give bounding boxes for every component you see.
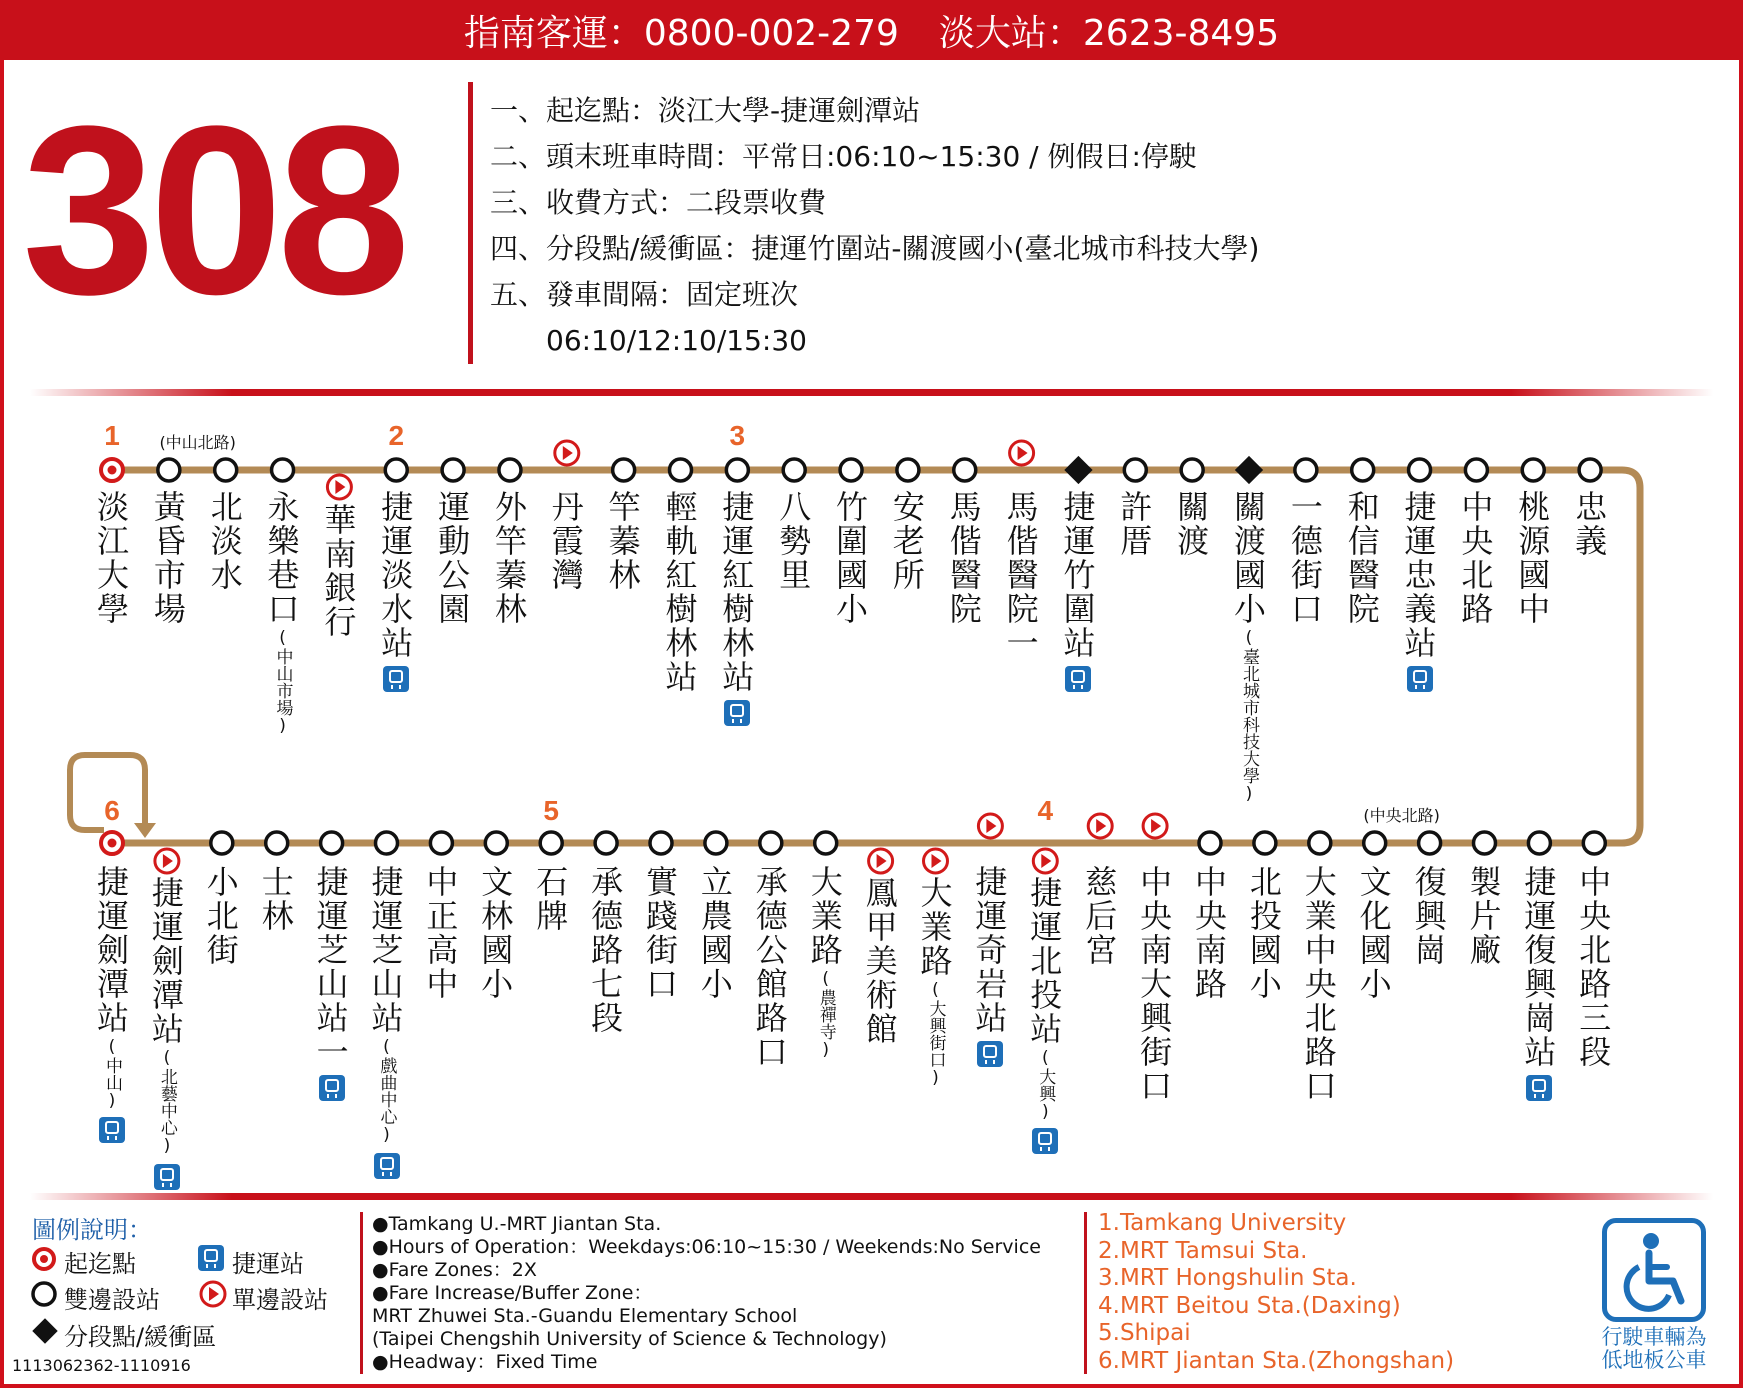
stop-name: 捷運芝山站: [366, 865, 405, 1035]
accessibility-label: 行駛車輛為低地板公車: [1601, 1325, 1707, 1372]
stop-name: 中央北路三段: [1574, 865, 1613, 1069]
stop-name: 北淡水: [205, 490, 244, 592]
stop-subtitle: (北藝中心): [156, 1048, 177, 1156]
legend-terminal: 起迄點: [64, 1250, 136, 1278]
stop-subtitle: (戲曲中心): [376, 1037, 397, 1145]
info-line-times: 06:10/12:10/15:30: [490, 324, 807, 357]
info-line-headway: 五、發車間隔：固定班次: [490, 278, 799, 311]
en-info-line: ●Tamkang U.-MRT Jiantan Sta.: [372, 1213, 662, 1235]
stop-note: (中央北路): [1363, 806, 1440, 825]
stop-name: 忠義: [1570, 490, 1609, 558]
legend-separator: [360, 1212, 363, 1374]
stop-name: 慈后宮: [1080, 865, 1119, 967]
stop-name: 竿蓁林: [603, 490, 642, 592]
stop-name: 關渡: [1172, 490, 1211, 558]
stop-subtitle: (大興街口): [925, 980, 946, 1088]
stop-name: 華南銀行: [319, 503, 358, 639]
stop-name: 實踐街口: [641, 865, 679, 1001]
en-stop: 5.Shipai: [1098, 1320, 1191, 1346]
stop-name: 立農國小: [695, 865, 734, 1001]
station-phone: 淡大站：2623-8495: [938, 12, 1280, 54]
stop-name: 馬偕醫院: [944, 490, 983, 626]
en-stop: 1.Tamkang University: [1098, 1210, 1347, 1236]
wheelchair-icon: [1602, 1218, 1706, 1322]
stop-sequence-number: 3: [729, 420, 746, 451]
stop-subtitle: (臺北城市科技大學): [1239, 628, 1259, 804]
route-number: 308: [22, 76, 405, 344]
stop-name: 文林國小: [476, 865, 515, 1001]
en-info-line: ●Headway：Fixed Time: [372, 1351, 598, 1373]
stop-name: 小北街: [201, 865, 240, 967]
stop-name: 捷運奇岩站: [970, 865, 1009, 1035]
english-stops: [1098, 1210, 1454, 1375]
stop-subtitle: (大興): [1035, 1048, 1056, 1122]
stop-name: 北投國小: [1244, 865, 1283, 1001]
stop-name: 捷運劍潭站: [92, 865, 130, 1035]
stop-subtitle: (中山): [102, 1037, 122, 1111]
info-line-hours: 二、頭末班車時間：平常日:06:10~15:30 / 例假日:停駛: [490, 140, 1197, 173]
stop-sequence-number: 4: [1037, 795, 1054, 826]
stop-name: 和信醫院: [1342, 490, 1381, 626]
legend-mrt: 捷運站: [232, 1250, 304, 1278]
en-info-line: ●Fare Zones：2X: [372, 1259, 537, 1281]
stop-name: 承德公館路口: [750, 865, 789, 1069]
stop-note: (中山北路): [159, 433, 236, 452]
en-stop: 2.MRT Tamsui Sta.: [1098, 1237, 1308, 1264]
stop-sequence-number: 2: [388, 420, 405, 451]
operator-phone: 指南客運：0800-002-279: [463, 12, 899, 54]
stop-name: 黃昏市場: [148, 490, 187, 626]
stop-name: 捷運芝山站一: [311, 865, 350, 1069]
stop-name: 製片廠: [1464, 865, 1503, 967]
legend-title: 圖例說明：: [32, 1216, 152, 1244]
document-id: 1113062362-1110916: [12, 1356, 191, 1375]
stop-name: 許厝: [1115, 490, 1154, 558]
stop-name: 中央南路: [1190, 865, 1228, 1001]
stop-name: 外竿蓁林: [489, 490, 528, 626]
stop-name: 捷運復興崗站: [1519, 865, 1558, 1069]
stop-sequence-number: 6: [104, 795, 120, 826]
stop-name: 桃源國中: [1513, 490, 1552, 626]
stop-name: 捷運淡水站: [376, 490, 415, 660]
en-stop: 3.MRT Hongshulin Sta.: [1098, 1265, 1357, 1291]
stop-name: 中央北路: [1456, 490, 1495, 626]
stop-name: 中正高中: [421, 865, 460, 1001]
stop-sequence-number: 1: [104, 420, 120, 451]
en-stop: 6.MRT Jiantan Sta.(Zhongshan): [1098, 1347, 1455, 1374]
fare-point-icon: [32, 1318, 57, 1343]
info-line-fare: 三、收費方式：二段票收費: [490, 186, 827, 219]
stop-name: 永樂巷口: [262, 490, 301, 626]
legend-both: 雙邊設站: [64, 1286, 160, 1314]
stop-name: 捷運竹圍站: [1058, 490, 1097, 660]
stop-name: 捷運北投站: [1025, 876, 1064, 1046]
en-info-line: ●Fare Increase/Buffer Zone：: [372, 1282, 653, 1304]
stop-name: 輕軌紅樹林站: [660, 490, 699, 694]
stop-name: 大業中央北路口: [1299, 865, 1338, 1103]
stop-name: 八勢里: [774, 490, 813, 592]
stop-name: 捷運紅樹林站: [717, 490, 756, 694]
stop-name: 大業路: [915, 876, 954, 978]
stop-sequence-number: 5: [543, 795, 559, 826]
en-stop: 4.MRT Beitou Sta.(Daxing): [1098, 1292, 1401, 1319]
stop-name: 捷運忠義站: [1399, 490, 1438, 660]
english-separator: [1084, 1212, 1087, 1374]
stop-name: 石牌: [531, 865, 570, 933]
stop-name: 復興崗: [1409, 865, 1448, 967]
info-line-zone: 四、分段點/緩衝區：捷運竹圍站-關渡國小(臺北城市科技大學): [490, 232, 1260, 265]
stop-subtitle: (中山市場): [272, 628, 293, 736]
en-info-line: (Taipei Chengshih University of Science & Technology): [372, 1328, 887, 1350]
stop-name: 淡江大學: [92, 490, 130, 626]
stop-name: 承德路七段: [586, 865, 625, 1035]
stop-name: 文化國小: [1354, 865, 1393, 1001]
mrt-icon: [198, 1245, 224, 1271]
stop-name: 運動公園: [433, 490, 472, 626]
stop-name: 大業路: [805, 865, 844, 967]
info-line-endpoints: 一、起迄點：淡江大學-捷運劍潭站: [490, 94, 921, 127]
stop-name: 鳳甲美術館: [860, 876, 899, 1046]
stop-name: 竹圍國小: [831, 490, 870, 626]
stop-name: 丹霞灣: [546, 490, 585, 592]
terminal-icon-dot: [40, 1255, 48, 1263]
legend-fare: 分段點/緩衝區: [64, 1323, 217, 1351]
stop-name: 關渡國小: [1229, 490, 1267, 626]
stop-name: 安老所: [887, 490, 926, 592]
stop-name: 中央南大興街口: [1135, 865, 1174, 1103]
stop-name: 捷運劍潭站: [146, 876, 185, 1046]
stop-subtitle: (農禪寺): [815, 969, 836, 1060]
legend-single: 單邊設站: [232, 1286, 328, 1314]
both-side-icon: [33, 1283, 55, 1305]
stop-name: 一德街口: [1285, 490, 1324, 626]
en-info-line: ●Hours of Operation：Weekdays:06:10~15:30 / Weekends:No Service: [372, 1236, 1041, 1258]
english-info: [372, 1213, 1041, 1374]
stop-name: 馬偕醫院一: [1001, 490, 1040, 660]
stop-name: 士林: [256, 865, 295, 933]
en-info-line: MRT Zhuwei Sta.-Guandu Elementary School: [372, 1305, 798, 1327]
